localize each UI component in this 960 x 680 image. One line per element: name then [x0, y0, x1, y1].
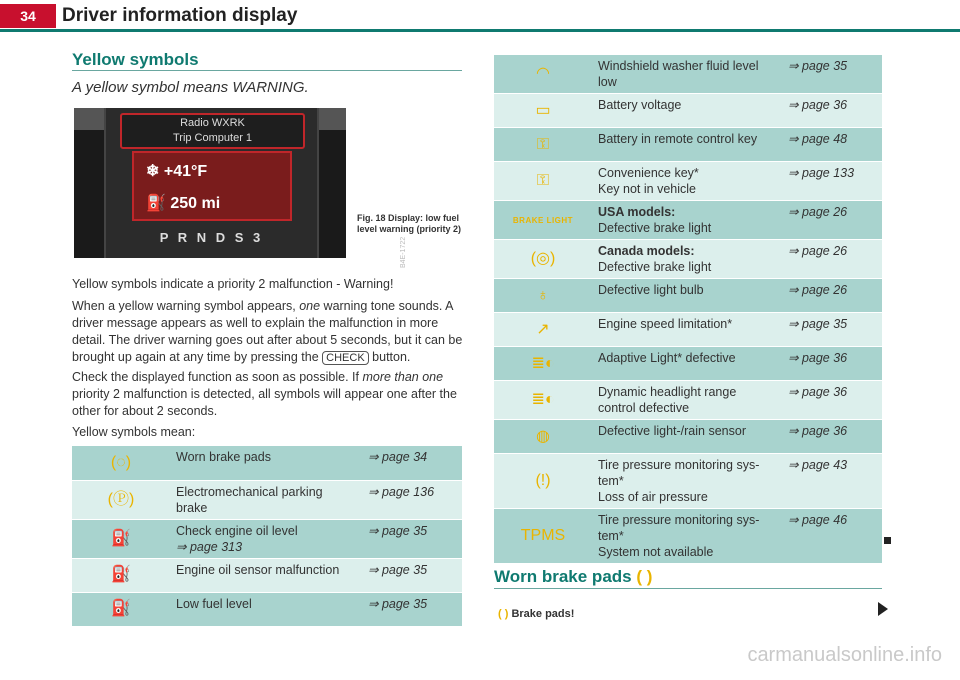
page-reference-link[interactable]: ⇒ page 36 — [782, 381, 882, 420]
display-body — [104, 108, 319, 258]
description-text: Tire pressure monitoring sys-tem* — [598, 513, 760, 543]
symbol-description — [170, 519, 362, 558]
table-row — [72, 519, 462, 558]
page-reference-link[interactable]: ⇒ page 46 — [782, 509, 882, 564]
symbol-glyph: ◠ — [536, 65, 550, 82]
description-text: Check engine oil level — [176, 523, 298, 538]
page-reference-link[interactable]: ⇒ page 34 — [362, 446, 462, 480]
page-reference-link[interactable]: ⇒ page 36 — [782, 94, 882, 128]
p3-emphasis: more than one — [362, 370, 444, 384]
watermark: carmanualsonline.info — [747, 644, 942, 666]
description-text: Adaptive Light* defective — [598, 351, 736, 365]
left-symbol-table — [72, 446, 462, 627]
symbol-glyph: (!) — [535, 472, 551, 489]
symbol-glyph: ⛽ — [111, 566, 131, 583]
display-radio: Radio WXRK — [180, 117, 245, 129]
symbol-glyph: ⚿ — [536, 172, 550, 189]
symbol-glyph: BRAKE LIGHT — [512, 216, 574, 225]
symbol-description — [592, 381, 782, 420]
parking-brake-icon — [72, 480, 170, 519]
table-row — [494, 279, 882, 313]
symbol-description — [170, 558, 362, 592]
page-reference-link[interactable]: ⇒ page 35 — [362, 592, 462, 626]
table-row — [494, 509, 882, 564]
description-text-2: Key not in vehicle — [598, 182, 696, 196]
paragraph-3 — [72, 369, 467, 420]
next-page-arrow-icon[interactable] — [878, 602, 888, 616]
display-range: ⛽ 250 mi — [146, 195, 221, 212]
symbol-description — [170, 446, 362, 480]
description-text: Engine oil sensor malfunction — [176, 562, 340, 577]
symbol-glyph: ≣◐ — [531, 354, 555, 372]
worn-brake-pads-title — [494, 567, 652, 587]
page-reference-link[interactable]: ⇒ page 36 — [782, 420, 882, 454]
adaptive-light-icon — [494, 347, 592, 381]
description-text: Windshield washer fluid level low — [598, 59, 759, 89]
p2-emphasis: one — [299, 299, 321, 313]
table-row — [72, 592, 462, 626]
symbol-description — [592, 94, 782, 128]
table-row — [494, 313, 882, 347]
oil-can-icon — [72, 519, 170, 558]
description-text: Convenience key* — [598, 166, 699, 180]
description-text: Battery voltage — [598, 98, 682, 112]
table-row — [494, 94, 882, 128]
table-row — [72, 480, 462, 519]
brake-pads-message — [498, 608, 574, 620]
symbol-description — [592, 201, 782, 240]
p2b: warning tone sounds. A driver message appears as well to explain the malfunction in more detail. The driver warning goes out after about 5 seconds, but it can be brought up again at any time by pressing the — [72, 299, 463, 364]
brake-pad-icon: ( ) — [636, 567, 653, 586]
washer-fluid-icon — [494, 55, 592, 94]
page-reference-link[interactable]: ⇒ page 35 — [782, 313, 882, 347]
symbol-description — [592, 313, 782, 347]
symbol-glyph: ≣◐ — [531, 391, 555, 408]
table-row — [72, 558, 462, 592]
table-row — [72, 446, 462, 480]
symbol-description — [592, 240, 782, 279]
page-reference-link[interactable]: ⇒ page 35 — [782, 55, 882, 94]
tpms-text-icon — [494, 509, 592, 564]
table-row — [494, 454, 882, 509]
symbol-description — [592, 454, 782, 509]
table-row — [494, 347, 882, 381]
figure-code-text: B4E-1722 — [400, 236, 407, 268]
light-bulb-icon — [494, 279, 592, 313]
p2c: button. — [368, 350, 411, 364]
tire-pressure-icon — [494, 454, 592, 509]
worn-brake-pads-title-text: Worn brake pads — [494, 567, 632, 586]
display-panel — [132, 151, 292, 221]
symbol-description — [592, 509, 782, 564]
page-reference-link[interactable]: ⇒ page 48 — [782, 128, 882, 162]
page-header-title: Driver information display — [62, 5, 298, 26]
table-row — [494, 240, 882, 279]
worn-brake-pads-rule — [494, 588, 882, 589]
symbol-glyph: ▭ — [535, 101, 551, 119]
description-text: Defective brake light — [598, 221, 712, 235]
p2a: When a yellow warning symbol appears, — [72, 299, 300, 313]
section-rule — [72, 70, 462, 71]
oil-sensor-icon — [72, 558, 170, 592]
description-text: Engine speed limitation* — [598, 317, 733, 331]
symbol-glyph: (◎) — [530, 250, 556, 267]
section-subtitle: A yellow symbol means WARNING. — [72, 79, 309, 96]
symbol-description — [592, 279, 782, 313]
left-arrow-icon — [74, 108, 104, 130]
symbol-glyph: (◌) — [110, 453, 132, 471]
model-label: USA models: — [598, 205, 676, 219]
check-button-label: CHECK — [322, 351, 369, 365]
symbol-description — [592, 128, 782, 162]
p3b: priority 2 malfunction is detected, all symbols will appear one after the other for about 2 seconds. — [72, 387, 457, 418]
end-mark — [884, 537, 891, 544]
symbol-glyph: (Ⓟ) — [107, 490, 135, 508]
display-trip: Trip Computer 1 — [172, 132, 253, 144]
description-text: Worn brake pads — [176, 450, 271, 464]
battery-icon — [494, 94, 592, 128]
brake-pads-label: Brake pads! — [511, 608, 575, 620]
table-row — [494, 381, 882, 420]
page-reference-link[interactable]: ⇒ page 26 — [782, 201, 882, 240]
symbol-description — [592, 420, 782, 454]
description-text: Battery in remote control key — [598, 132, 758, 146]
remote-key-battery-icon — [494, 128, 592, 162]
rain-sensor-icon — [494, 420, 592, 454]
table-row — [494, 420, 882, 454]
page-reference-link[interactable]: ⇒ page 133 — [782, 162, 882, 201]
paragraph-2 — [72, 298, 467, 367]
symbol-glyph: ↗ — [536, 320, 550, 338]
symbol-description — [170, 592, 362, 626]
description-text: Defective light bulb — [598, 283, 704, 297]
engine-speed-icon — [494, 313, 592, 347]
symbol-description — [592, 347, 782, 381]
paragraph-4: Yellow symbols mean: — [72, 425, 196, 439]
header-rule — [0, 29, 960, 32]
page-reference-link[interactable]: ⇒ page 26 — [782, 240, 882, 279]
headlight-range-icon — [494, 381, 592, 420]
symbol-glyph: ◍ — [536, 427, 550, 445]
brake-light-text-icon — [494, 201, 592, 240]
page-reference-link[interactable]: ⇒ page 43 — [782, 454, 882, 509]
table-row — [494, 55, 882, 94]
symbol-glyph: ⛽ — [111, 600, 131, 617]
symbol-description — [592, 162, 782, 201]
page-number: 34 — [0, 4, 56, 28]
right-symbol-table — [494, 55, 882, 564]
symbol-glyph: TPMS — [520, 527, 566, 544]
page-reference-link[interactable]: ⇒ page 35 — [362, 558, 462, 592]
description-text: Defective light-/rain sensor — [598, 424, 746, 438]
brake-pad-icon — [72, 446, 170, 480]
brake-light-icon — [494, 240, 592, 279]
paragraph-1: Yellow symbols indicate a priority 2 malfunction - Warning! — [72, 277, 394, 291]
brake-pad-small-icon: ( ) — [498, 608, 509, 620]
convenience-key-icon — [494, 162, 592, 201]
description-text-2: ⇒ page 313 — [176, 539, 243, 554]
display-gear: P R N D S 3 — [159, 230, 264, 245]
p3a: Check the displayed function as soon as possible. If — [72, 370, 363, 384]
section-title: Yellow symbols — [72, 50, 199, 69]
description-text-2: System not available — [598, 545, 714, 559]
page-reference-link[interactable]: ⇒ page 136 — [362, 480, 462, 519]
right-arrow-icon — [316, 108, 346, 130]
fuel-pump-icon — [72, 592, 170, 626]
dashboard-figure — [74, 108, 407, 268]
description-text: Low fuel level — [176, 596, 252, 611]
figure-caption: Fig. 18 Display: low fuel level warning (priority 2) — [357, 213, 462, 234]
table-row — [494, 128, 882, 162]
symbol-description — [592, 55, 782, 94]
page-reference-link[interactable]: ⇒ page 36 — [782, 347, 882, 381]
table-row — [494, 201, 882, 240]
display-temperature: ❄ +41°F — [146, 163, 208, 180]
page-reference-link[interactable]: ⇒ page 35 — [362, 519, 462, 558]
symbol-description — [170, 480, 362, 519]
symbol-glyph: ♁ — [537, 286, 549, 304]
description-text: Tire pressure monitoring sys-tem* — [598, 458, 760, 488]
page-reference-link[interactable]: ⇒ page 26 — [782, 279, 882, 313]
description-text: Defective brake light — [598, 260, 712, 274]
description-text-2: Loss of air pressure — [598, 490, 708, 504]
description-text: Electromechanical parking brake — [176, 484, 323, 515]
table-row — [494, 162, 882, 201]
symbol-glyph: ⚿ — [536, 135, 550, 153]
model-label: Canada models: — [598, 244, 695, 258]
display-top — [120, 113, 305, 149]
symbol-glyph: ⛽ — [111, 529, 131, 547]
description-text: Dynamic headlight range control defective — [598, 385, 737, 415]
